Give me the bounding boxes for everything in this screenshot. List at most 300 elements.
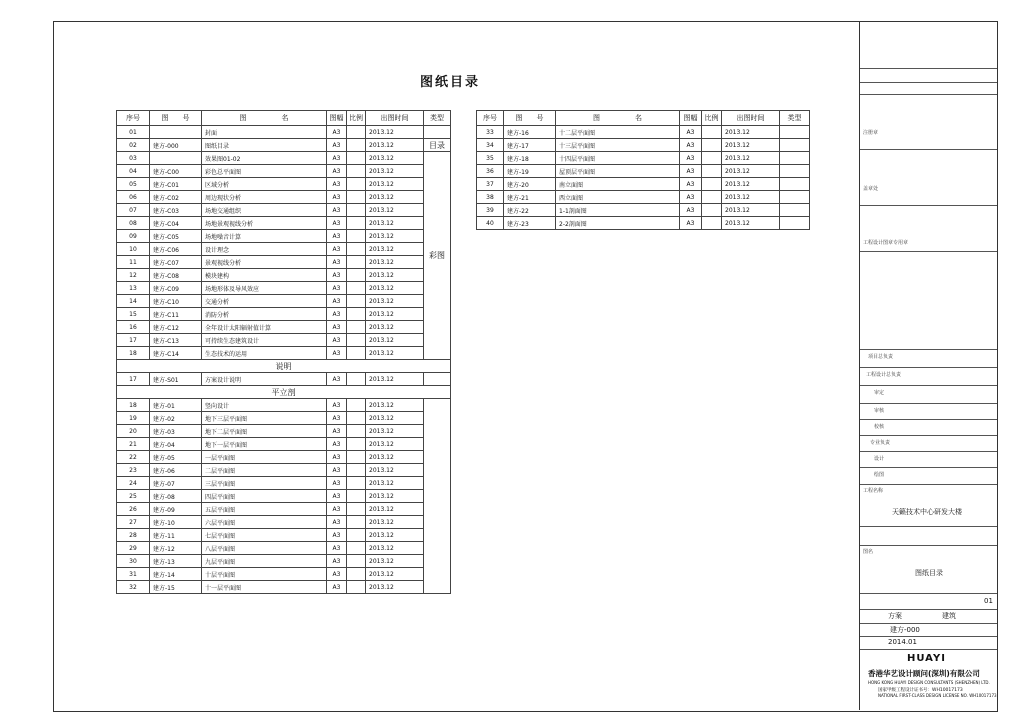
table-row <box>117 529 451 542</box>
cell-scale <box>347 321 366 334</box>
cell-seq: 33 <box>477 126 504 139</box>
cell-date: 2013.12 <box>366 477 424 490</box>
table-row <box>117 139 451 152</box>
table-row <box>117 256 451 269</box>
cell-size: A3 <box>327 399 347 412</box>
cell-code: 建方-C00 <box>150 165 202 178</box>
cell-date: 2013.12 <box>722 217 780 230</box>
cell-seq: 28 <box>117 529 150 542</box>
cell-date: 2013.12 <box>366 126 424 139</box>
cell-size: A3 <box>327 542 347 555</box>
cell-seq: 10 <box>117 243 150 256</box>
cell-scale <box>702 204 722 217</box>
cell-scale <box>702 152 722 165</box>
cell-code: 建方-000 <box>150 139 202 152</box>
cell-size: A3 <box>327 204 347 217</box>
cell-seq: 16 <box>117 321 150 334</box>
cell-seq: 19 <box>117 412 150 425</box>
drawing-name: 图纸目录 <box>915 569 943 577</box>
cell-size: A3 <box>327 243 347 256</box>
cell-size: A3 <box>327 126 347 139</box>
cell-date: 2013.12 <box>366 542 424 555</box>
cell-scale <box>347 269 366 282</box>
cell-name: 方案设计说明 <box>202 373 327 386</box>
cell-scale <box>347 334 366 347</box>
cell-size: A3 <box>327 347 347 360</box>
cell-name: 三层平面图 <box>202 477 327 490</box>
table-row <box>117 321 451 334</box>
stamp-label-2: 盖章处 <box>863 186 879 192</box>
header-code: 图 号 <box>504 111 556 126</box>
cell-name: 周边现状分析 <box>202 191 327 204</box>
cell-date: 2013.12 <box>366 399 424 412</box>
cell-scale <box>347 568 366 581</box>
cell-scale <box>347 542 366 555</box>
cell-seq: 23 <box>117 464 150 477</box>
cell-name: 1-1剖面图 <box>556 204 680 217</box>
section-pingli-label: 平立剖 <box>117 386 451 399</box>
discipline-value: 建筑 <box>942 612 956 620</box>
cell-code: 建方-14 <box>150 568 202 581</box>
cell-date: 2013.12 <box>366 139 424 152</box>
cell-scale <box>347 295 366 308</box>
cell-seq: 04 <box>117 165 150 178</box>
cell-seq: 03 <box>117 152 150 165</box>
drawing-list-left <box>116 110 451 594</box>
tb-divider <box>860 451 997 452</box>
cell-size: A3 <box>327 139 347 152</box>
cell-name: 十四层平面图 <box>556 152 680 165</box>
cell-scale <box>347 347 366 360</box>
type-cell-empty <box>780 204 810 217</box>
cell-size: A3 <box>327 373 347 386</box>
cell-name: 五层平面图 <box>202 503 327 516</box>
table-row <box>117 282 451 295</box>
cell-size: A3 <box>680 126 702 139</box>
cell-code: 建方-C06 <box>150 243 202 256</box>
cell-code: 建方-C04 <box>150 217 202 230</box>
tb-divider <box>860 149 997 150</box>
role-7: 设计 <box>874 456 885 462</box>
role-1: 项目总负责 <box>868 354 894 360</box>
table-row <box>117 295 451 308</box>
cell-code: 建方-C10 <box>150 295 202 308</box>
cell-code: 建方-17 <box>504 139 556 152</box>
cell-scale <box>347 516 366 529</box>
cell-code: 建方-C13 <box>150 334 202 347</box>
left-margin-notes-2 <box>44 40 58 700</box>
cell-date: 2013.12 <box>722 178 780 191</box>
header-scale: 比例 <box>702 111 722 126</box>
type-cell-empty <box>780 165 810 178</box>
cell-seq: 14 <box>117 295 150 308</box>
cell-seq: 30 <box>117 555 150 568</box>
cell-date: 2013.12 <box>722 152 780 165</box>
table-row <box>477 204 810 217</box>
cell-date: 2013.12 <box>366 178 424 191</box>
project-label: 工程名称 <box>863 488 884 494</box>
cell-scale <box>347 555 366 568</box>
cell-scale <box>347 412 366 425</box>
cell-seq: 17 <box>117 334 150 347</box>
tb-divider <box>860 636 997 637</box>
type-cell-empty <box>780 178 810 191</box>
cert-number-en: NATIONAL FIRST-CLASS DESIGN LICENSE NO. WH10017173 <box>878 693 997 698</box>
cell-date: 2013.12 <box>366 425 424 438</box>
title-block <box>859 21 997 710</box>
cell-scale <box>702 126 722 139</box>
cell-name: 场地噪音计算 <box>202 230 327 243</box>
cell-seq: 20 <box>117 425 150 438</box>
header-scale: 比例 <box>347 111 366 126</box>
cell-scale <box>702 178 722 191</box>
cell-size: A3 <box>327 295 347 308</box>
cell-size: A3 <box>327 516 347 529</box>
cell-date: 2013.12 <box>722 126 780 139</box>
cell-size: A3 <box>327 412 347 425</box>
table-row <box>117 269 451 282</box>
cell-code: 建方-C03 <box>150 204 202 217</box>
cell-size: A3 <box>327 425 347 438</box>
cell-name: 场地形体及导风效应 <box>202 282 327 295</box>
cell-size: A3 <box>680 139 702 152</box>
role-5: 校核 <box>874 424 885 430</box>
role-6: 专业负责 <box>870 440 891 446</box>
tb-divider <box>860 435 997 436</box>
cell-size: A3 <box>327 464 347 477</box>
cell-date: 2013.12 <box>366 529 424 542</box>
cell-code: 建方-10 <box>150 516 202 529</box>
cell-scale <box>702 165 722 178</box>
table-row <box>117 412 451 425</box>
cell-size: A3 <box>680 217 702 230</box>
cell-date: 2013.12 <box>722 139 780 152</box>
cell-code: 建方-12 <box>150 542 202 555</box>
cell-date: 2013.12 <box>366 373 424 386</box>
cell-size: A3 <box>680 152 702 165</box>
header-date: 出图时间 <box>722 111 780 126</box>
cell-scale <box>347 139 366 152</box>
cell-size: A3 <box>327 503 347 516</box>
tb-divider <box>860 419 997 420</box>
role-2: 工程设计总负责 <box>866 372 902 378</box>
table-row <box>117 438 451 451</box>
tb-divider <box>860 526 997 527</box>
stage-value: 方案 <box>888 612 902 620</box>
cell-name: 景观视线分析 <box>202 256 327 269</box>
cell-size: A3 <box>327 477 347 490</box>
table-row <box>117 308 451 321</box>
tb-divider <box>860 251 997 252</box>
cell-size: A3 <box>327 568 347 581</box>
table-header-row <box>477 111 810 126</box>
cell-seq: 40 <box>477 217 504 230</box>
cell-seq: 35 <box>477 152 504 165</box>
cell-scale <box>347 282 366 295</box>
cell-size: A3 <box>327 152 347 165</box>
cell-name: 消防分析 <box>202 308 327 321</box>
cell-code: 建方-03 <box>150 425 202 438</box>
cell-scale <box>347 243 366 256</box>
page-title: 图纸目录 <box>420 75 481 90</box>
cell-scale <box>347 438 366 451</box>
cell-size: A3 <box>327 555 347 568</box>
cell-name: 一层平面图 <box>202 451 327 464</box>
cell-seq: 02 <box>117 139 150 152</box>
cell-scale <box>702 139 722 152</box>
tb-divider <box>860 609 997 610</box>
cell-name: 2-2剖面图 <box>556 217 680 230</box>
cell-size: A3 <box>327 230 347 243</box>
cell-code: 建方-23 <box>504 217 556 230</box>
cell-size: A3 <box>327 490 347 503</box>
cell-size: A3 <box>327 165 347 178</box>
tb-divider <box>860 649 997 650</box>
cell-date: 2013.12 <box>366 230 424 243</box>
cell-name: 十三层平面图 <box>556 139 680 152</box>
cell-seq: 13 <box>117 282 150 295</box>
cell-size: A3 <box>680 204 702 217</box>
table-row <box>117 503 451 516</box>
cell-code: 建方-C07 <box>150 256 202 269</box>
type-cell-empty <box>780 126 810 139</box>
cell-scale <box>347 373 366 386</box>
cell-name: 四层平面图 <box>202 490 327 503</box>
cell-seq: 17 <box>117 373 150 386</box>
cell-size: A3 <box>327 282 347 295</box>
role-4: 审核 <box>874 408 885 414</box>
role-3: 审定 <box>874 390 885 396</box>
cell-seq: 29 <box>117 542 150 555</box>
cell-date: 2013.12 <box>366 581 424 594</box>
cell-code: 建方-16 <box>504 126 556 139</box>
cell-scale <box>347 126 366 139</box>
cell-code: 建方-C05 <box>150 230 202 243</box>
cell-code: 建方-21 <box>504 191 556 204</box>
table-row <box>117 204 451 217</box>
cell-name: 效果图01-02 <box>202 152 327 165</box>
type-cell-empty <box>424 399 451 594</box>
cell-date: 2013.12 <box>366 451 424 464</box>
cell-name: 图纸目录 <box>202 139 327 152</box>
tb-divider <box>860 68 997 69</box>
header-seq: 序号 <box>477 111 504 126</box>
cell-code: 建方-C09 <box>150 282 202 295</box>
tb-divider <box>860 484 997 485</box>
cell-seq: 27 <box>117 516 150 529</box>
header-name: 图 名 <box>556 111 680 126</box>
cell-scale <box>347 256 366 269</box>
company-logo: HUAYI <box>907 653 946 664</box>
cell-scale <box>347 451 366 464</box>
cell-code: 建方-11 <box>150 529 202 542</box>
cell-seq: 18 <box>117 347 150 360</box>
project-name: 天籁技术中心研发大楼 <box>892 508 962 516</box>
cell-code: 建方-18 <box>504 152 556 165</box>
cell-date: 2013.12 <box>366 269 424 282</box>
table-row <box>117 347 451 360</box>
cell-code: 建方-C01 <box>150 178 202 191</box>
cell-size: A3 <box>327 269 347 282</box>
cell-date: 2013.12 <box>722 204 780 217</box>
cell-code: 建方-C02 <box>150 191 202 204</box>
cell-name: 屋顶层平面图 <box>556 165 680 178</box>
table-row <box>117 178 451 191</box>
cell-date: 2013.12 <box>722 191 780 204</box>
cell-size: A3 <box>327 217 347 230</box>
table-row <box>117 568 451 581</box>
cell-name: 可持续生态建筑设计 <box>202 334 327 347</box>
cell-name: 全年设计太阳辐射值计算 <box>202 321 327 334</box>
type-cell-empty <box>780 139 810 152</box>
cell-scale <box>347 490 366 503</box>
table-header-row <box>117 111 451 126</box>
cell-seq: 21 <box>117 438 150 451</box>
cell-seq: 32 <box>117 581 150 594</box>
cell-size: A3 <box>327 451 347 464</box>
tb-divider <box>860 349 997 350</box>
cell-code <box>150 126 202 139</box>
cell-scale <box>347 217 366 230</box>
cell-seq: 37 <box>477 178 504 191</box>
header-date: 出图时间 <box>366 111 424 126</box>
table-row <box>117 399 451 412</box>
table-row <box>117 555 451 568</box>
stamp-label-3: 工程设计图章专用章 <box>863 240 909 246</box>
date-value: 2014.01 <box>888 638 917 646</box>
table-row <box>117 243 451 256</box>
table-row <box>117 464 451 477</box>
cell-date: 2013.12 <box>366 256 424 269</box>
cell-seq: 39 <box>477 204 504 217</box>
type-cell-empty <box>780 191 810 204</box>
cell-seq: 11 <box>117 256 150 269</box>
cell-code: 建方-07 <box>150 477 202 490</box>
cell-code: 建方-19 <box>504 165 556 178</box>
cell-name: 六层平面图 <box>202 516 327 529</box>
header-code: 图 号 <box>150 111 202 126</box>
table-row <box>117 217 451 230</box>
cell-name: 区域分析 <box>202 178 327 191</box>
cell-size: A3 <box>327 178 347 191</box>
cell-name: 十一层平面图 <box>202 581 327 594</box>
tb-divider <box>860 385 997 386</box>
cell-name: 南立面图 <box>556 178 680 191</box>
stamp-label-1: 注册章 <box>863 130 879 136</box>
cell-seq: 24 <box>117 477 150 490</box>
cell-name: 西立面图 <box>556 191 680 204</box>
sheet-number: 01 <box>984 597 993 605</box>
table-row <box>117 581 451 594</box>
cell-code: 建方-15 <box>150 581 202 594</box>
cell-scale <box>347 581 366 594</box>
table-row <box>477 126 810 139</box>
left-margin-notes <box>30 40 44 700</box>
table-row <box>117 334 451 347</box>
cell-seq: 12 <box>117 269 150 282</box>
cert-number: 国家甲级工程设计证书号：WH10017173 <box>878 688 963 693</box>
cell-scale <box>347 425 366 438</box>
cell-seq: 05 <box>117 178 150 191</box>
table-row <box>117 477 451 490</box>
cell-date: 2013.12 <box>366 334 424 347</box>
cell-code: 建方-01 <box>150 399 202 412</box>
drawing-label: 图名 <box>863 549 874 555</box>
cell-code: 建方-C11 <box>150 308 202 321</box>
tb-divider <box>860 545 997 546</box>
cell-date: 2013.12 <box>722 165 780 178</box>
cell-scale <box>347 503 366 516</box>
cell-size: A3 <box>327 191 347 204</box>
cell-scale <box>347 178 366 191</box>
cell-name: 七层平面图 <box>202 529 327 542</box>
cell-seq: 38 <box>477 191 504 204</box>
table-row <box>117 373 451 386</box>
cell-size: A3 <box>327 438 347 451</box>
cell-date: 2013.12 <box>366 464 424 477</box>
cell-size: A3 <box>327 308 347 321</box>
cell-code: 建方-13 <box>150 555 202 568</box>
cell-scale <box>702 217 722 230</box>
table-row <box>117 191 451 204</box>
cell-name: 地下二层平面图 <box>202 425 327 438</box>
cell-name: 九层平面图 <box>202 555 327 568</box>
cell-code: 建方-S01 <box>150 373 202 386</box>
type-cell-empty <box>424 126 451 139</box>
header-name: 图 名 <box>202 111 327 126</box>
cell-date: 2013.12 <box>366 568 424 581</box>
tb-divider <box>860 94 997 95</box>
cell-name: 彩色总平面图 <box>202 165 327 178</box>
cell-date: 2013.12 <box>366 321 424 334</box>
table-row <box>117 425 451 438</box>
cell-seq: 01 <box>117 126 150 139</box>
cell-size: A3 <box>680 191 702 204</box>
cell-date: 2013.12 <box>366 152 424 165</box>
cell-size: A3 <box>327 581 347 594</box>
cell-code: 建方-C14 <box>150 347 202 360</box>
section-shuoming <box>117 360 451 373</box>
tb-divider <box>860 82 997 83</box>
cell-name: 地下三层平面图 <box>202 412 327 425</box>
cell-name: 十层平面图 <box>202 568 327 581</box>
cell-date: 2013.12 <box>366 282 424 295</box>
type-cell-caitu: 彩图 <box>424 152 451 360</box>
table-row <box>477 165 810 178</box>
cell-name: 十二层平面图 <box>556 126 680 139</box>
drawing-list-right <box>476 110 810 230</box>
role-8: 绘图 <box>874 472 885 478</box>
cell-code: 建方-08 <box>150 490 202 503</box>
cell-name: 交通分析 <box>202 295 327 308</box>
cell-code: 建方-22 <box>504 204 556 217</box>
cell-date: 2013.12 <box>366 308 424 321</box>
cell-code: 建方-02 <box>150 412 202 425</box>
type-cell-empty <box>424 373 451 386</box>
table-row <box>117 152 451 165</box>
cell-name: 封面 <box>202 126 327 139</box>
cell-code: 建方-06 <box>150 464 202 477</box>
cell-size: A3 <box>680 165 702 178</box>
table-row <box>117 542 451 555</box>
header-type: 类型 <box>424 111 451 126</box>
cell-name: 八层平面图 <box>202 542 327 555</box>
cell-date: 2013.12 <box>366 516 424 529</box>
cell-name: 竖向设计 <box>202 399 327 412</box>
cell-seq: 31 <box>117 568 150 581</box>
cell-date: 2013.12 <box>366 490 424 503</box>
cell-code: 建方-05 <box>150 451 202 464</box>
